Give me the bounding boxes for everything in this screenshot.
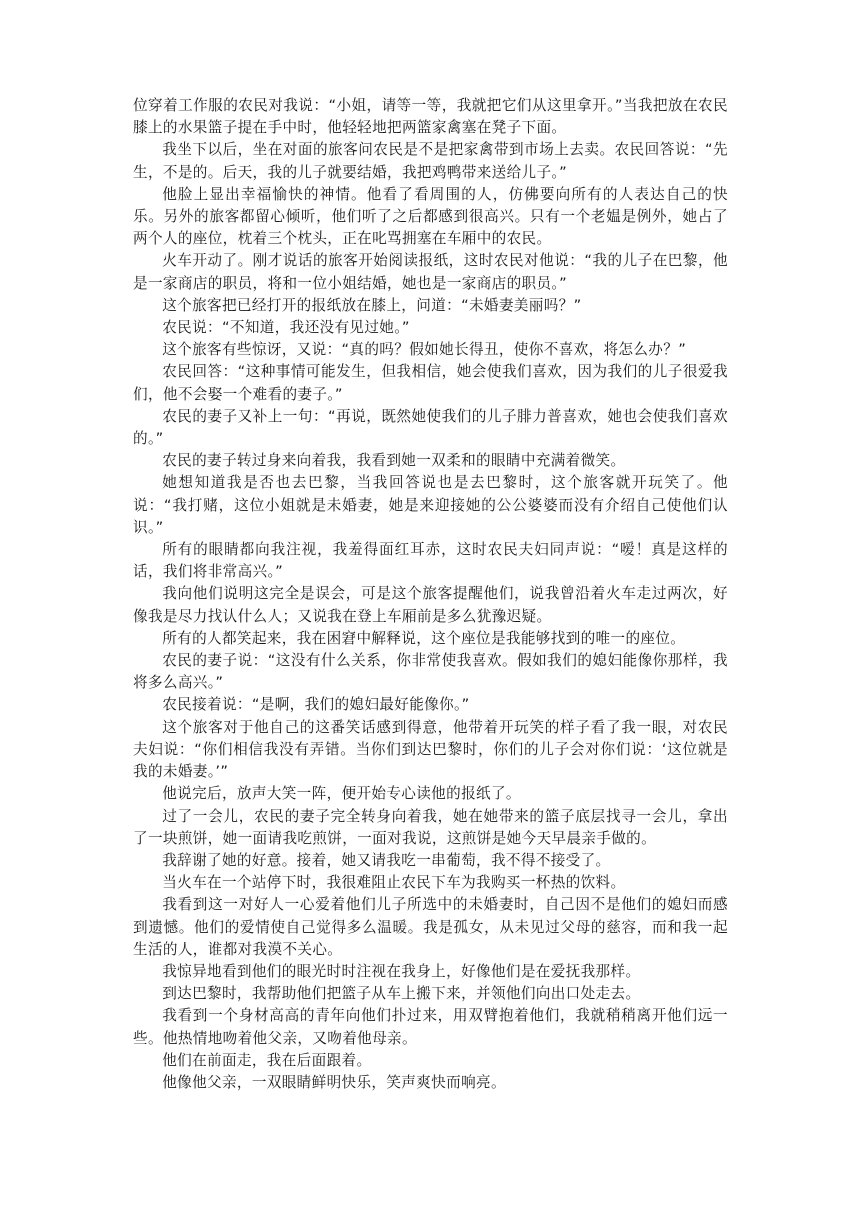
paragraph: 农民的妻子转过身来向着我，我看到她一双柔和的眼睛中充满着微笑。 — [162, 452, 626, 470]
paragraph: 农民接着说：“是啊，我们的媳妇最好能像你。” — [162, 696, 470, 714]
paragraph: 他像他父亲，一双眼睛鲜明快乐，笑声爽快而响亮。 — [162, 1073, 506, 1091]
paragraph: 这个旅客有些惊讶，又说：“真的吗？假如她长得丑，使你不喜欢，将怎么办？” — [162, 341, 687, 359]
paragraph: 当火车在一个站停下时，我很难阻止农民下车为我购买一杯热的饮料。 — [162, 874, 626, 892]
paragraph: 我坐下以后，坐在对面的旅客问农民是不是把家禽带到市场上去卖。农民回答说：“先生，不是的。后天，我的儿子就要结婚，我把鸡鸭带来送给儿子。” — [133, 141, 728, 181]
paragraph: 我向他们说明这完全是误会，可是这个旅客提醒他们，说我曾沿着火车走过两次，好像我是尽力找认什么人；又说我在登上车厢前是多么犹豫迟疑。 — [133, 585, 728, 625]
paragraph: 所有的眼睛都向我注视，我羞得面红耳赤，这时农民夫妇同声说：“嗳！真是这样的话，我们将非常高兴。” — [133, 541, 728, 581]
paragraph: 这个旅客对于他自己的这番笑话感到得意，他带着开玩笑的样子看了我一眼，对农民夫妇说：“你们相信我没有弄错。当你们到达巴黎时，你们的儿子会对你们说：‘这位就是我的未婚妻。’” — [133, 718, 728, 781]
paragraph: 他说完后，放声大笑一阵，便开始专心读他的报纸了。 — [162, 785, 521, 803]
story-text — [133, 95, 728, 1094]
paragraph: 农民说：“不知道，我还没有见过她。” — [162, 319, 410, 337]
paragraph: 我惊异地看到他们的眼光时时注视在我身上，好像他们是在爱抚我那样。 — [162, 962, 641, 980]
paragraph: 我看到这一对好人一心爱着他们儿子所选中的未婚妻时，自己因不是他们的媳妇而感到遗憾。他们的爱情使自己觉得多么温暖。我是孤女，从未见过父母的慈容，而和我一起生活的人，谁都对我漠不关心。 — [133, 896, 728, 958]
paragraph: 农民的妻子说：“这没有什么关系，你非常使我喜欢。假如我们的媳妇能像你那样，我将多么高兴。” — [133, 652, 728, 692]
paragraph: 到达巴黎时，我帮助他们把篮子从车上搬下来，并领他们向出口处走去。 — [162, 985, 641, 1003]
paragraph: 火车开动了。刚才说话的旅客开始阅读报纸，这时农民对他说：“我的儿子在巴黎，他是一家商店的职员，将和一位小姐结婚，她也是一家商店的职员。” — [133, 252, 728, 292]
paragraph: 这个旅客把已经打开的报纸放在膝上，问道：“未婚妻美丽吗？” — [162, 296, 582, 314]
paragraph: 我看到一个身材高高的青年向他们扑过来，用双臂抱着他们，我就稍稍离开他们远一些。他热情地吻着他父亲，又吻着他母亲。 — [133, 1007, 728, 1047]
paragraph: 所有的人都笑起来，我在困窘中解释说，这个座位是我能够找到的唯一的座位。 — [162, 629, 686, 647]
paragraph: 农民回答：“这种事情可能发生，但我相信，她会使我们喜欢，因为我们的儿子很爱我们，他不会娶一个难看的妻子。” — [133, 363, 728, 403]
paragraph: 他脸上显出幸福愉快的神情。他看了看周围的人，仿佛要向所有的人表达自己的快乐。另外的旅客都留心倾听，他们听了之后都感到很高兴。只有一个老媪是例外，她占了两个人的座位，枕着三个枕头，正在叱骂拥塞在车厢中的农民。 — [133, 185, 728, 248]
paragraph: 他们在前面走，我在后面跟着。 — [162, 1051, 372, 1069]
paragraph: 农民的妻子又补上一句：“再说，既然她使我们的儿子腓力普喜欢，她也会使我们喜欢的。” — [133, 407, 728, 448]
paragraph: 位穿着工作服的农民对我说：“小姐，请等一等，我就把它们从这里拿开。”当我把放在农民膝上的水果篮子提在手中时，他轻轻地把两篮家禽塞在凳子下面。 — [133, 97, 728, 137]
paragraph: 她想知道我是否也去巴黎，当我回答说也是去巴黎时，这个旅客就开玩笑了。他说：“我打赌，这位小姐就是未婚妻，她是来迎接她的公公婆婆而没有介绍自己使他们认识。” — [133, 474, 728, 536]
paragraph: 我辞谢了她的好意。接着，她又请我吃一串葡萄，我不得不接受了。 — [162, 851, 611, 869]
paragraph: 过了一会儿，农民的妻子完全转身向着我，她在她带来的篮子底层找寻一会儿，拿出了一块煎饼，她一面请我吃煎饼，一面对我说，这煎饼是她今天早晨亲手做的。 — [133, 807, 728, 847]
